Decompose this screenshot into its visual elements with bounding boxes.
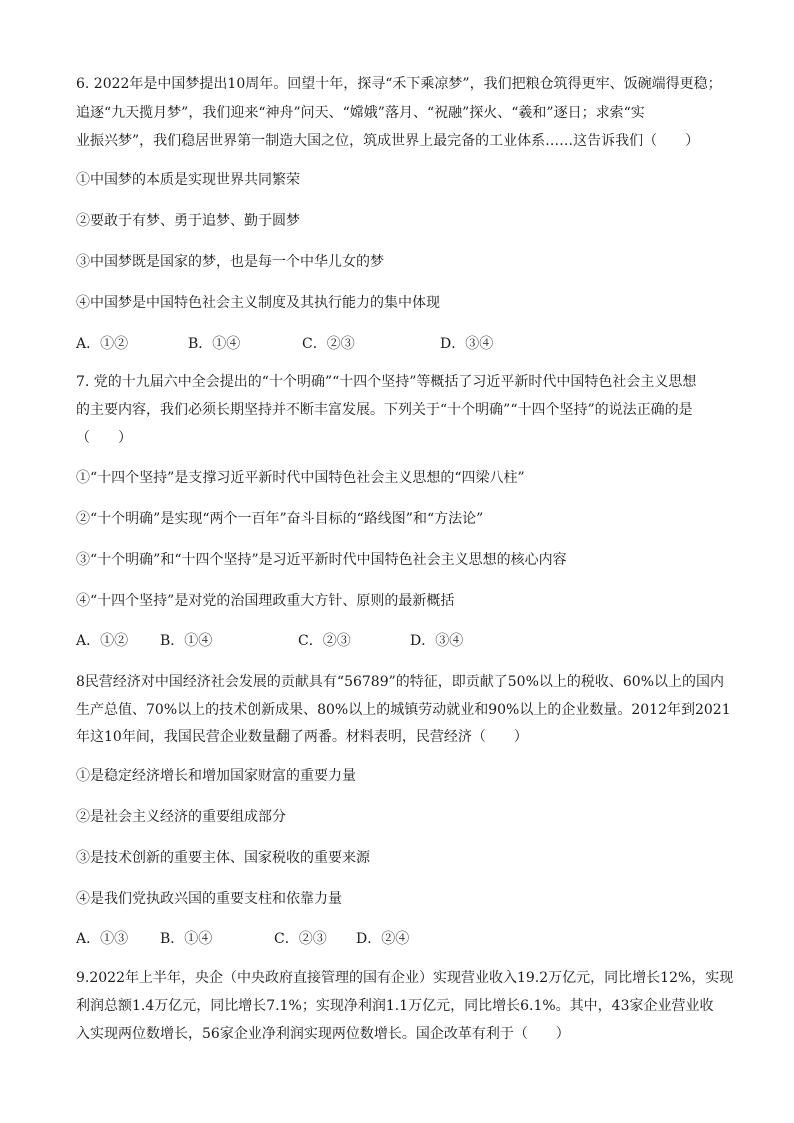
q8-item-4: ④是我们党执政兴国的重要支柱和依靠力量 (76, 891, 342, 907)
q6-option-b[interactable]: B．①④ (188, 336, 241, 352)
q8-option-b[interactable]: B．①④ (160, 931, 213, 947)
q8-item-2: ②是社会主义经济的重要组成部分 (76, 809, 286, 825)
q7-stem-line-1: 7. 党的十九届六中全会提出的“十个明确”“十四个坚持”等概括了习近平新时代中国特色社会主义思想 (76, 374, 697, 390)
q7-option-d[interactable]: D．③④ (410, 633, 464, 649)
q6-item-1: ①中国梦的本质是实现世界共同繁荣 (76, 172, 300, 188)
q6-item-3: ③中国梦既是国家的梦，也是每一个中华儿女的梦 (76, 254, 384, 270)
q6-stem-line-3: 业振兴梦”，我们稳居世界第一制造大国之位，筑成世界上最完备的工业体系……这告诉我们（ ） (76, 133, 700, 149)
q8-option-d[interactable]: D．②④ (356, 931, 410, 947)
q8-item-3: ③是技术创新的重要主体、国家税收的重要来源 (76, 850, 370, 866)
q6-item-4: ④中国梦是中国特色社会主义制度及其执行能力的集中体现 (76, 295, 440, 311)
q6-item-2: ②要敢于有梦、勇于追梦、勤于圆梦 (76, 213, 300, 229)
q7-item-2: ②“十个明确”是实现“两个一百年”奋斗目标的“路线图”和“方法论” (76, 511, 484, 527)
q6-option-c[interactable]: C．②③ (302, 336, 355, 352)
q7-item-4: ④“十四个坚持”是对党的治国理政重大方针、原则的最新概括 (76, 593, 455, 609)
q7-option-a[interactable]: A．①② (76, 633, 129, 649)
q9-stem-line-2: 利润总额1.4万亿元，同比增长7.1%；实现净利润1.1万亿元，同比增长6.1%。其中，43家企业营业收 (76, 998, 714, 1014)
q6-stem-line-1: 6. 2022年是中国梦提出10周年。回望十年，探寻“禾下乘凉梦”，我们把粮仓筑得更牢、饭碗端得更稳； (76, 76, 722, 92)
q8-item-1: ①是稳定经济增长和增加国家财富的重要力量 (76, 768, 356, 784)
q8-stem-line-2: 生产总值、70%以上的技术创新成果、80%以上的城镇劳动就业和90%以上的企业数量。2012年到2021 (76, 702, 731, 718)
q8-option-a[interactable]: A．①③ (76, 931, 129, 947)
q6-stem-line-2: 追逐“九天揽月梦”，我们迎来“神舟”问天、“嫦娥”落月、“祝融”探火、“羲和”逐日；求索“实 (76, 105, 645, 121)
q7-item-1: ①“十四个坚持”是支撑习近平新时代中国特色社会主义思想的“四梁八柱” (76, 470, 525, 486)
q9-stem-line-1: 9.2022年上半年，央企（中央政府直接管理的国有企业）实现营业收入19.2万亿元，同比增长12%，实现 (76, 970, 734, 986)
q8-option-c[interactable]: C．②③ (274, 931, 327, 947)
q9-stem-line-3: 入实现两位数增长，56家企业净利润实现两位数增长。国企改革有利于（ ） (76, 1026, 570, 1042)
q7-option-c[interactable]: C．②③ (298, 633, 351, 649)
q7-option-b[interactable]: B．①④ (160, 633, 213, 649)
q6-option-a[interactable]: A．①② (76, 336, 129, 352)
q7-item-3: ③“十个明确”和“十四个坚持”是习近平新时代中国特色社会主义思想的核心内容 (76, 552, 567, 568)
q8-stem-line-1: 8民营经济对中国经济社会发展的贡献具有“56789”的特征，即贡献了50%以上的税收、60%以上的国内 (76, 674, 724, 690)
q8-stem-line-3: 年这10年间，我国民营企业数量翻了两番。材料表明，民营经济（ ） (76, 729, 528, 745)
q7-stem-line-3: （ ） (76, 430, 132, 446)
q7-stem-line-2: 的主要内容，我们必须长期坚持并不断丰富发展。下列关于“十个明确”“十四个坚持”的说法正确的是 (76, 402, 693, 418)
q6-option-d[interactable]: D．③④ (440, 336, 494, 352)
